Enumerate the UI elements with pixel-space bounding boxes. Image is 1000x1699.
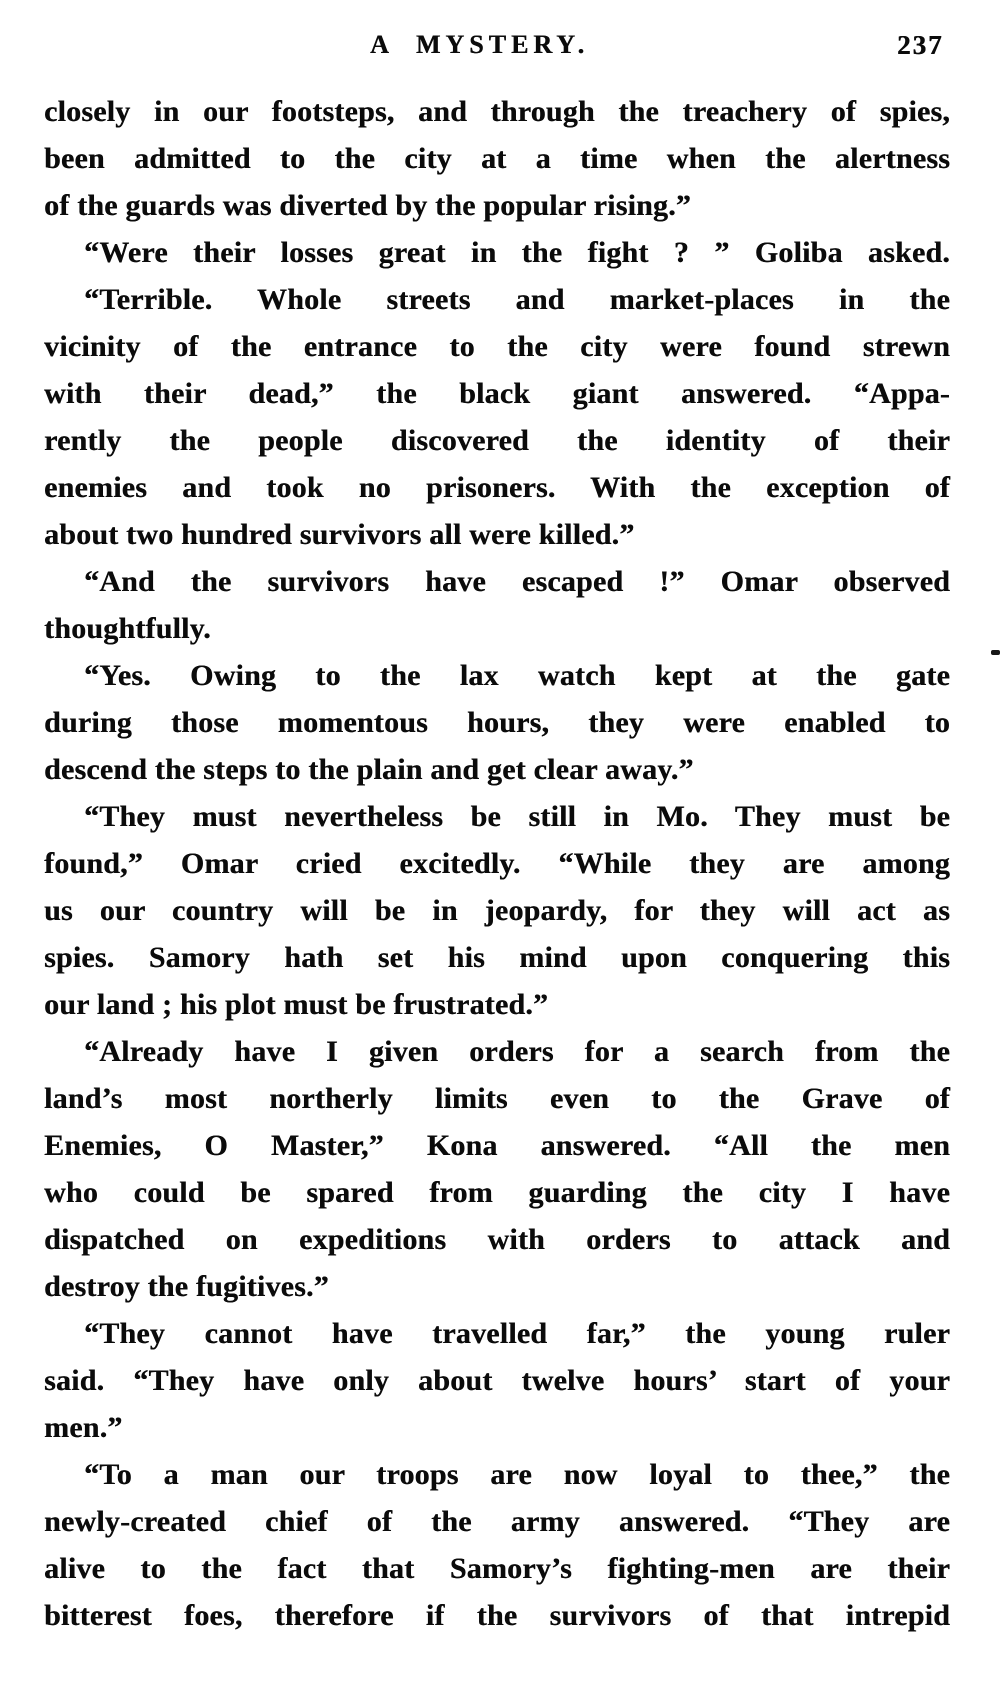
text-line: closely in our footsteps, and through the treachery of spies, bbox=[44, 95, 950, 128]
text-line: us our country will be in jeopardy, for they will act as bbox=[44, 894, 950, 927]
text-line: “They cannot have travelled far,” the young ruler bbox=[84, 1317, 950, 1350]
text-line: during those momentous hours, they were enabled to bbox=[44, 706, 950, 739]
text-line: spies. Samory hath set his mind upon conquering this bbox=[44, 941, 950, 974]
text-line: dispatched on expeditions with orders to attack and bbox=[44, 1223, 950, 1256]
paragraph bbox=[44, 276, 950, 558]
paragraph bbox=[44, 558, 950, 652]
paragraph bbox=[44, 1310, 950, 1451]
text-line: about two hundred survivors all were killed.” bbox=[44, 518, 635, 551]
text-line: thoughtfully. bbox=[44, 612, 211, 645]
paragraph bbox=[44, 1028, 950, 1310]
text-line: been admitted to the city at a time when the alertness bbox=[44, 142, 950, 175]
text-line: “Already have I given orders for a search from the bbox=[84, 1035, 950, 1068]
text-line: enemies and took no prisoners. With the exception of bbox=[44, 471, 950, 504]
page-number: 237 bbox=[897, 30, 944, 60]
text-line: vicinity of the entrance to the city were found strewn bbox=[44, 330, 950, 363]
text-line: “Terrible. Whole streets and market-places in the bbox=[84, 283, 950, 316]
running-title: A MYSTERY. bbox=[370, 30, 590, 59]
text-line: men.” bbox=[44, 1411, 123, 1444]
text-line: with their dead,” the black giant answered. “Appa- bbox=[44, 377, 950, 410]
text-line: “They must nevertheless be still in Mo. They must be bbox=[84, 800, 950, 833]
scan-artifact-mark bbox=[991, 650, 1000, 655]
text-line: descend the steps to the plain and get clear away.” bbox=[44, 753, 694, 786]
paragraph bbox=[44, 652, 950, 793]
page-body bbox=[44, 88, 950, 1639]
text-line: alive to the fact that Samory’s fighting-men are their bbox=[44, 1552, 950, 1585]
text-line: destroy the fugitives.” bbox=[44, 1270, 329, 1303]
paragraph bbox=[44, 229, 950, 276]
text-line: Enemies, O Master,” Kona answered. “All the men bbox=[44, 1129, 950, 1162]
text-line: said. “They have only about twelve hours’ start of your bbox=[44, 1364, 950, 1397]
text-line: who could be spared from guarding the city I have bbox=[44, 1176, 950, 1209]
text-line: “Yes. Owing to the lax watch kept at the gate bbox=[84, 659, 950, 692]
text-line: found,” Omar cried excitedly. “While they are among bbox=[44, 847, 950, 880]
text-line: “To a man our troops are now loyal to thee,” the bbox=[84, 1458, 950, 1491]
text-line: rently the people discovered the identity of their bbox=[44, 424, 950, 457]
text-line: our land ; his plot must be frustrated.” bbox=[44, 988, 549, 1021]
text-line: “And the survivors have escaped !” Omar observed bbox=[84, 565, 950, 598]
text-line: bitterest foes, therefore if the survivors of that intrepid bbox=[44, 1599, 950, 1632]
paragraph bbox=[44, 1451, 950, 1639]
paragraph bbox=[44, 793, 950, 1028]
text-line: newly-created chief of the army answered. “They are bbox=[44, 1505, 950, 1538]
text-line: of the guards was diverted by the popular rising.” bbox=[44, 189, 692, 222]
page-header bbox=[0, 30, 1000, 66]
text-line: land’s most northerly limits even to the Grave of bbox=[44, 1082, 950, 1115]
text-line: “Were their losses great in the fight ? ” Goliba asked. bbox=[84, 236, 950, 269]
paragraph bbox=[44, 88, 950, 229]
